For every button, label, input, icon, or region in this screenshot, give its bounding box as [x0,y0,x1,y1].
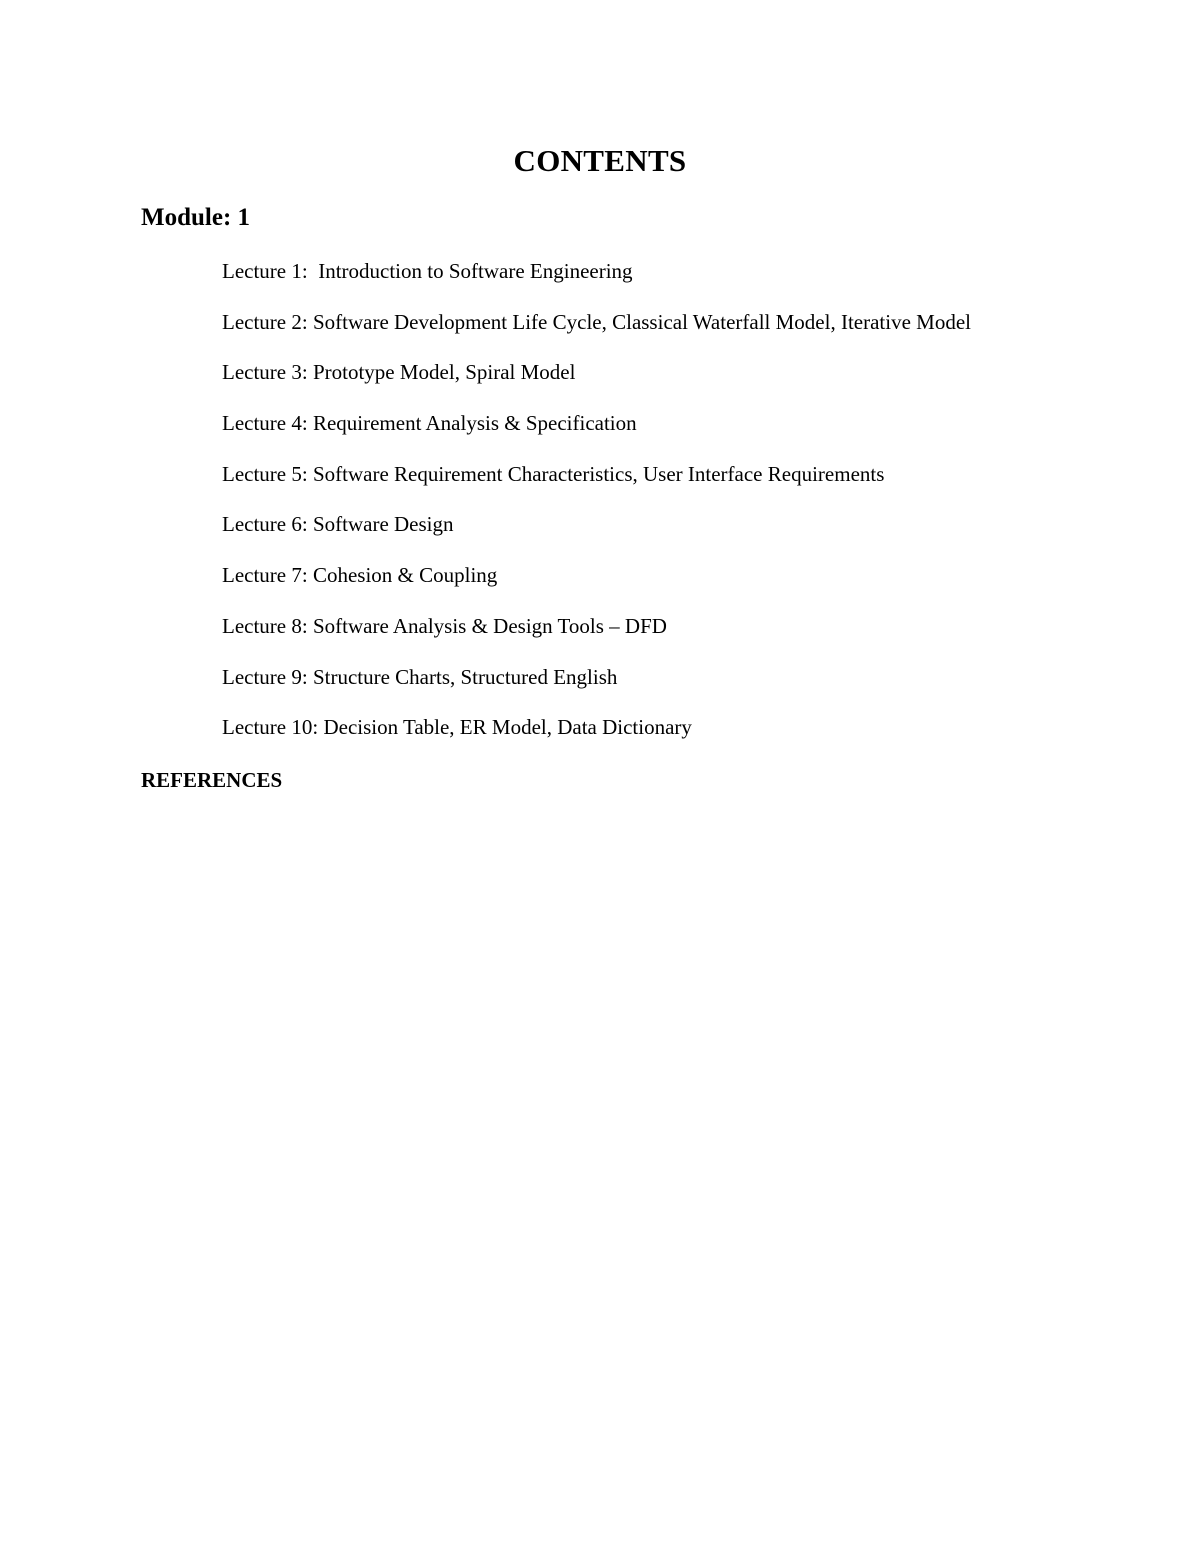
lecture-item [222,408,971,459]
lecture-item [222,509,971,560]
lecture-item [222,712,971,763]
lecture-label: Lecture 8: [222,613,308,638]
lecture-item [222,307,971,358]
lecture-topic: Cohesion & Coupling [312,563,498,588]
lecture-topic: Software Design [312,512,454,537]
lecture-sep [308,259,319,283]
lecture-list [222,256,971,763]
lecture-topic: Software Development Life Cycle, Classical Waterfall Model, Iterative Model [312,309,971,334]
lecture-topic: Requirement Analysis & Specification [312,411,637,436]
lecture-label: Lecture 5: [222,461,308,486]
lecture-item [222,357,971,408]
lecture-topic: Software Analysis & Design Tools – DFD [312,613,667,638]
lecture-item [222,611,971,662]
lecture-topic: Introduction to Software Engineering [318,259,633,283]
lecture-item [222,256,971,307]
module-heading: Module: 1 [141,204,251,231]
lecture-topic: Decision Table, ER Model, Data Dictionary [323,715,692,740]
lecture-topic: Software Requirement Characteristics, User Interface Requirements [312,461,885,486]
lecture-topic: Structure Charts, Structured English [312,664,618,689]
lecture-label: Lecture 1: [222,259,308,283]
lecture-label: Lecture 7: [222,563,308,588]
lecture-item [222,662,971,713]
lecture-label: Lecture 2: [222,309,308,334]
lecture-label: Lecture 4: [222,411,308,436]
page-title: CONTENTS [513,143,687,178]
lecture-item [222,560,971,611]
lecture-label: Lecture 9: [222,664,308,689]
lecture-topic: Prototype Model, Spiral Model [312,360,576,385]
lecture-label: Lecture 10: [222,715,319,740]
lecture-item [222,459,971,510]
lecture-label: Lecture 3: [222,360,308,385]
references-heading: REFERENCES [141,768,283,792]
lecture-label: Lecture 6: [222,512,308,537]
